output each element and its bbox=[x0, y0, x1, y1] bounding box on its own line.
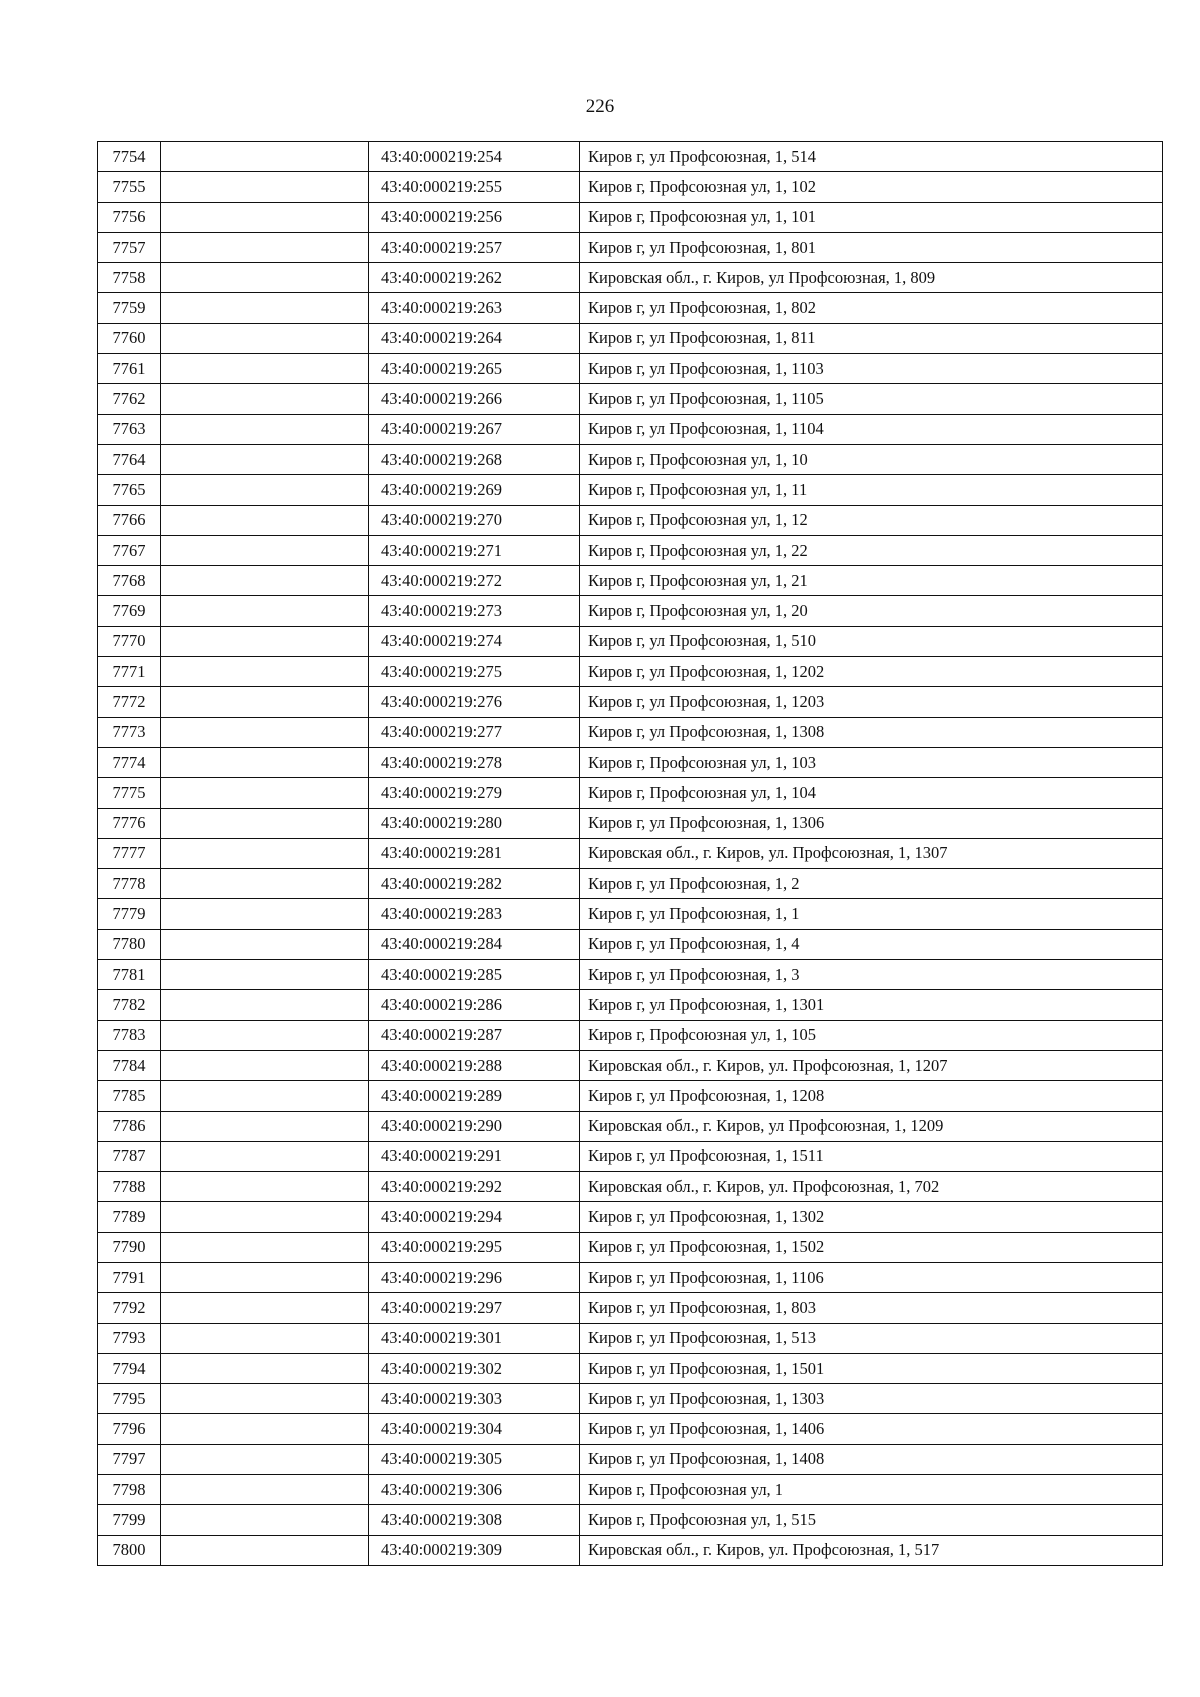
cadastral-number-cell: 43:40:000219:288 bbox=[369, 1050, 580, 1080]
cadastral-number-cell: 43:40:000219:267 bbox=[369, 414, 580, 444]
cadastral-number-cell: 43:40:000219:263 bbox=[369, 293, 580, 323]
address-cell: Киров г, ул Профсоюзная, 1, 1203 bbox=[580, 687, 1163, 717]
cadastral-number-cell: 43:40:000219:309 bbox=[369, 1535, 580, 1565]
object-name-cell bbox=[161, 657, 369, 687]
row-number-cell: 7793 bbox=[98, 1323, 161, 1353]
table-row bbox=[98, 444, 1163, 474]
registry-table-body bbox=[98, 142, 1163, 1566]
cadastral-number-cell: 43:40:000219:264 bbox=[369, 323, 580, 353]
row-number-cell: 7758 bbox=[98, 263, 161, 293]
address-cell: Киров г, Профсоюзная ул, 1, 10 bbox=[580, 444, 1163, 474]
object-name-cell bbox=[161, 202, 369, 232]
object-name-cell bbox=[161, 535, 369, 565]
cadastral-number-cell: 43:40:000219:262 bbox=[369, 263, 580, 293]
object-name-cell bbox=[161, 566, 369, 596]
address-cell: Киров г, ул Профсоюзная, 1, 1301 bbox=[580, 990, 1163, 1020]
cadastral-number-cell: 43:40:000219:308 bbox=[369, 1505, 580, 1535]
object-name-cell bbox=[161, 354, 369, 384]
address-cell: Киров г, Профсоюзная ул, 1, 11 bbox=[580, 475, 1163, 505]
object-name-cell bbox=[161, 1050, 369, 1080]
object-name-cell bbox=[161, 1353, 369, 1383]
row-number-cell: 7757 bbox=[98, 232, 161, 262]
cadastral-number-cell: 43:40:000219:276 bbox=[369, 687, 580, 717]
address-cell: Киров г, ул Профсоюзная, 1, 1302 bbox=[580, 1202, 1163, 1232]
row-number-cell: 7783 bbox=[98, 1020, 161, 1050]
object-name-cell bbox=[161, 172, 369, 202]
cadastral-number-cell: 43:40:000219:280 bbox=[369, 808, 580, 838]
cadastral-number-cell: 43:40:000219:306 bbox=[369, 1475, 580, 1505]
address-cell: Киров г, ул Профсоюзная, 1, 1104 bbox=[580, 414, 1163, 444]
row-number-cell: 7786 bbox=[98, 1111, 161, 1141]
table-row bbox=[98, 657, 1163, 687]
table-row bbox=[98, 626, 1163, 656]
table-row bbox=[98, 354, 1163, 384]
address-cell: Киров г, ул Профсоюзная, 1, 1502 bbox=[580, 1232, 1163, 1262]
cadastral-number-cell: 43:40:000219:283 bbox=[369, 899, 580, 929]
object-name-cell bbox=[161, 1172, 369, 1202]
table-row bbox=[98, 475, 1163, 505]
object-name-cell bbox=[161, 747, 369, 777]
object-name-cell bbox=[161, 1111, 369, 1141]
row-number-cell: 7797 bbox=[98, 1444, 161, 1474]
table-row bbox=[98, 384, 1163, 414]
cadastral-number-cell: 43:40:000219:272 bbox=[369, 566, 580, 596]
row-number-cell: 7779 bbox=[98, 899, 161, 929]
row-number-cell: 7785 bbox=[98, 1081, 161, 1111]
cadastral-number-cell: 43:40:000219:277 bbox=[369, 717, 580, 747]
table-row bbox=[98, 1414, 1163, 1444]
address-cell: Киров г, ул Профсоюзная, 1, 1501 bbox=[580, 1353, 1163, 1383]
table-row bbox=[98, 142, 1163, 172]
object-name-cell bbox=[161, 323, 369, 353]
row-number-cell: 7794 bbox=[98, 1353, 161, 1383]
cadastral-number-cell: 43:40:000219:281 bbox=[369, 838, 580, 868]
address-cell: Киров г, Профсоюзная ул, 1, 20 bbox=[580, 596, 1163, 626]
table-row bbox=[98, 1323, 1163, 1353]
address-cell: Киров г, ул Профсоюзная, 1, 1202 bbox=[580, 657, 1163, 687]
address-cell: Киров г, ул Профсоюзная, 1, 1103 bbox=[580, 354, 1163, 384]
object-name-cell bbox=[161, 1535, 369, 1565]
table-row bbox=[98, 960, 1163, 990]
row-number-cell: 7787 bbox=[98, 1141, 161, 1171]
address-cell: Киров г, Профсоюзная ул, 1, 102 bbox=[580, 172, 1163, 202]
registry-table bbox=[97, 141, 1163, 1566]
cadastral-number-cell: 43:40:000219:278 bbox=[369, 747, 580, 777]
row-number-cell: 7763 bbox=[98, 414, 161, 444]
object-name-cell bbox=[161, 838, 369, 868]
table-row bbox=[98, 263, 1163, 293]
cadastral-number-cell: 43:40:000219:303 bbox=[369, 1384, 580, 1414]
address-cell: Киров г, ул Профсоюзная, 1, 1106 bbox=[580, 1262, 1163, 1292]
cadastral-number-cell: 43:40:000219:257 bbox=[369, 232, 580, 262]
address-cell: Киров г, ул Профсоюзная, 1, 510 bbox=[580, 626, 1163, 656]
object-name-cell bbox=[161, 1505, 369, 1535]
object-name-cell bbox=[161, 475, 369, 505]
object-name-cell bbox=[161, 778, 369, 808]
cadastral-number-cell: 43:40:000219:266 bbox=[369, 384, 580, 414]
row-number-cell: 7790 bbox=[98, 1232, 161, 1262]
row-number-cell: 7755 bbox=[98, 172, 161, 202]
table-row bbox=[98, 1081, 1163, 1111]
cadastral-number-cell: 43:40:000219:292 bbox=[369, 1172, 580, 1202]
address-cell: Кировская обл., г. Киров, ул. Профсоюзная, 1, 1307 bbox=[580, 838, 1163, 868]
table-row bbox=[98, 505, 1163, 535]
table-row bbox=[98, 1232, 1163, 1262]
row-number-cell: 7765 bbox=[98, 475, 161, 505]
object-name-cell bbox=[161, 414, 369, 444]
table-row bbox=[98, 232, 1163, 262]
address-cell: Кировская обл., г. Киров, ул Профсоюзная, 1, 809 bbox=[580, 263, 1163, 293]
table-row bbox=[98, 1202, 1163, 1232]
address-cell: Киров г, Профсоюзная ул, 1, 103 bbox=[580, 747, 1163, 777]
row-number-cell: 7780 bbox=[98, 929, 161, 959]
cadastral-number-cell: 43:40:000219:273 bbox=[369, 596, 580, 626]
row-number-cell: 7772 bbox=[98, 687, 161, 717]
row-number-cell: 7784 bbox=[98, 1050, 161, 1080]
table-row bbox=[98, 717, 1163, 747]
table-row bbox=[98, 1141, 1163, 1171]
table-row bbox=[98, 1444, 1163, 1474]
object-name-cell bbox=[161, 990, 369, 1020]
object-name-cell bbox=[161, 1020, 369, 1050]
address-cell: Киров г, ул Профсоюзная, 1, 513 bbox=[580, 1323, 1163, 1353]
address-cell: Киров г, ул Профсоюзная, 1, 4 bbox=[580, 929, 1163, 959]
address-cell: Киров г, ул Профсоюзная, 1, 3 bbox=[580, 960, 1163, 990]
object-name-cell bbox=[161, 505, 369, 535]
object-name-cell bbox=[161, 1475, 369, 1505]
row-number-cell: 7799 bbox=[98, 1505, 161, 1535]
row-number-cell: 7769 bbox=[98, 596, 161, 626]
object-name-cell bbox=[161, 142, 369, 172]
row-number-cell: 7798 bbox=[98, 1475, 161, 1505]
address-cell: Кировская обл., г. Киров, ул Профсоюзная, 1, 1209 bbox=[580, 1111, 1163, 1141]
table-row bbox=[98, 414, 1163, 444]
object-name-cell bbox=[161, 1232, 369, 1262]
object-name-cell bbox=[161, 960, 369, 990]
object-name-cell bbox=[161, 384, 369, 414]
cadastral-number-cell: 43:40:000219:304 bbox=[369, 1414, 580, 1444]
row-number-cell: 7761 bbox=[98, 354, 161, 384]
table-row bbox=[98, 747, 1163, 777]
address-cell: Кировская обл., г. Киров, ул. Профсоюзная, 1, 1207 bbox=[580, 1050, 1163, 1080]
address-cell: Киров г, ул Профсоюзная, 1, 1511 bbox=[580, 1141, 1163, 1171]
table-row bbox=[98, 869, 1163, 899]
row-number-cell: 7800 bbox=[98, 1535, 161, 1565]
address-cell: Киров г, Профсоюзная ул, 1, 104 bbox=[580, 778, 1163, 808]
row-number-cell: 7774 bbox=[98, 747, 161, 777]
cadastral-number-cell: 43:40:000219:296 bbox=[369, 1262, 580, 1292]
object-name-cell bbox=[161, 232, 369, 262]
object-name-cell bbox=[161, 1202, 369, 1232]
cadastral-number-cell: 43:40:000219:302 bbox=[369, 1353, 580, 1383]
table-row bbox=[98, 778, 1163, 808]
table-row bbox=[98, 1353, 1163, 1383]
table-row bbox=[98, 323, 1163, 353]
table-row bbox=[98, 202, 1163, 232]
row-number-cell: 7782 bbox=[98, 990, 161, 1020]
cadastral-number-cell: 43:40:000219:268 bbox=[369, 444, 580, 474]
table-row bbox=[98, 1505, 1163, 1535]
row-number-cell: 7781 bbox=[98, 960, 161, 990]
cadastral-number-cell: 43:40:000219:287 bbox=[369, 1020, 580, 1050]
object-name-cell bbox=[161, 1414, 369, 1444]
row-number-cell: 7762 bbox=[98, 384, 161, 414]
cadastral-number-cell: 43:40:000219:297 bbox=[369, 1293, 580, 1323]
address-cell: Киров г, ул Профсоюзная, 1, 802 bbox=[580, 293, 1163, 323]
row-number-cell: 7764 bbox=[98, 444, 161, 474]
address-cell: Киров г, ул Профсоюзная, 1, 801 bbox=[580, 232, 1163, 262]
object-name-cell bbox=[161, 444, 369, 474]
address-cell: Киров г, Профсоюзная ул, 1, 22 bbox=[580, 535, 1163, 565]
cadastral-number-cell: 43:40:000219:290 bbox=[369, 1111, 580, 1141]
address-cell: Киров г, Профсоюзная ул, 1, 21 bbox=[580, 566, 1163, 596]
address-cell: Киров г, Профсоюзная ул, 1, 515 bbox=[580, 1505, 1163, 1535]
object-name-cell bbox=[161, 717, 369, 747]
row-number-cell: 7773 bbox=[98, 717, 161, 747]
cadastral-number-cell: 43:40:000219:270 bbox=[369, 505, 580, 535]
table-row bbox=[98, 929, 1163, 959]
address-cell: Киров г, ул Профсоюзная, 1, 1105 bbox=[580, 384, 1163, 414]
row-number-cell: 7754 bbox=[98, 142, 161, 172]
cadastral-number-cell: 43:40:000219:275 bbox=[369, 657, 580, 687]
table-row bbox=[98, 687, 1163, 717]
row-number-cell: 7770 bbox=[98, 626, 161, 656]
object-name-cell bbox=[161, 929, 369, 959]
row-number-cell: 7777 bbox=[98, 838, 161, 868]
table-row bbox=[98, 899, 1163, 929]
object-name-cell bbox=[161, 1384, 369, 1414]
address-cell: Кировская обл., г. Киров, ул. Профсоюзная, 1, 517 bbox=[580, 1535, 1163, 1565]
cadastral-number-cell: 43:40:000219:265 bbox=[369, 354, 580, 384]
cadastral-number-cell: 43:40:000219:294 bbox=[369, 1202, 580, 1232]
address-cell: Киров г, ул Профсоюзная, 1, 1306 bbox=[580, 808, 1163, 838]
row-number-cell: 7760 bbox=[98, 323, 161, 353]
row-number-cell: 7771 bbox=[98, 657, 161, 687]
row-number-cell: 7775 bbox=[98, 778, 161, 808]
cadastral-number-cell: 43:40:000219:282 bbox=[369, 869, 580, 899]
address-cell: Киров г, ул Профсоюзная, 1, 2 bbox=[580, 869, 1163, 899]
row-number-cell: 7756 bbox=[98, 202, 161, 232]
table-row bbox=[98, 1262, 1163, 1292]
address-cell: Киров г, Профсоюзная ул, 1 bbox=[580, 1475, 1163, 1505]
address-cell: Киров г, ул Профсоюзная, 1, 803 bbox=[580, 1293, 1163, 1323]
cadastral-number-cell: 43:40:000219:289 bbox=[369, 1081, 580, 1111]
object-name-cell bbox=[161, 1262, 369, 1292]
address-cell: Киров г, ул Профсоюзная, 1, 1406 bbox=[580, 1414, 1163, 1444]
address-cell: Киров г, ул Профсоюзная, 1, 514 bbox=[580, 142, 1163, 172]
address-cell: Кировская обл., г. Киров, ул. Профсоюзная, 1, 702 bbox=[580, 1172, 1163, 1202]
cadastral-number-cell: 43:40:000219:305 bbox=[369, 1444, 580, 1474]
cadastral-number-cell: 43:40:000219:274 bbox=[369, 626, 580, 656]
cadastral-number-cell: 43:40:000219:301 bbox=[369, 1323, 580, 1353]
row-number-cell: 7795 bbox=[98, 1384, 161, 1414]
object-name-cell bbox=[161, 1323, 369, 1353]
object-name-cell bbox=[161, 1444, 369, 1474]
cadastral-number-cell: 43:40:000219:279 bbox=[369, 778, 580, 808]
table-row bbox=[98, 1111, 1163, 1141]
object-name-cell bbox=[161, 626, 369, 656]
row-number-cell: 7778 bbox=[98, 869, 161, 899]
address-cell: Киров г, Профсоюзная ул, 1, 101 bbox=[580, 202, 1163, 232]
table-row bbox=[98, 535, 1163, 565]
table-row bbox=[98, 1293, 1163, 1323]
cadastral-number-cell: 43:40:000219:256 bbox=[369, 202, 580, 232]
table-row bbox=[98, 596, 1163, 626]
cadastral-number-cell: 43:40:000219:291 bbox=[369, 1141, 580, 1171]
table-row bbox=[98, 1384, 1163, 1414]
cadastral-number-cell: 43:40:000219:271 bbox=[369, 535, 580, 565]
table-row bbox=[98, 293, 1163, 323]
table-row bbox=[98, 1475, 1163, 1505]
table-row bbox=[98, 808, 1163, 838]
object-name-cell bbox=[161, 263, 369, 293]
cadastral-number-cell: 43:40:000219:295 bbox=[369, 1232, 580, 1262]
row-number-cell: 7789 bbox=[98, 1202, 161, 1232]
page-number: 226 bbox=[585, 96, 615, 117]
cadastral-number-cell: 43:40:000219:255 bbox=[369, 172, 580, 202]
row-number-cell: 7759 bbox=[98, 293, 161, 323]
table-row bbox=[98, 1172, 1163, 1202]
address-cell: Киров г, ул Профсоюзная, 1, 1 bbox=[580, 899, 1163, 929]
address-cell: Киров г, ул Профсоюзная, 1, 1308 bbox=[580, 717, 1163, 747]
address-cell: Киров г, ул Профсоюзная, 1, 811 bbox=[580, 323, 1163, 353]
object-name-cell bbox=[161, 596, 369, 626]
object-name-cell bbox=[161, 808, 369, 838]
cadastral-number-cell: 43:40:000219:284 bbox=[369, 929, 580, 959]
address-cell: Киров г, Профсоюзная ул, 1, 12 bbox=[580, 505, 1163, 535]
object-name-cell bbox=[161, 1293, 369, 1323]
row-number-cell: 7796 bbox=[98, 1414, 161, 1444]
cadastral-number-cell: 43:40:000219:269 bbox=[369, 475, 580, 505]
table-row bbox=[98, 1050, 1163, 1080]
object-name-cell bbox=[161, 1141, 369, 1171]
row-number-cell: 7766 bbox=[98, 505, 161, 535]
table-row bbox=[98, 566, 1163, 596]
row-number-cell: 7792 bbox=[98, 1293, 161, 1323]
object-name-cell bbox=[161, 293, 369, 323]
row-number-cell: 7776 bbox=[98, 808, 161, 838]
table-row bbox=[98, 1535, 1163, 1565]
object-name-cell bbox=[161, 869, 369, 899]
object-name-cell bbox=[161, 687, 369, 717]
address-cell: Киров г, ул Профсоюзная, 1, 1303 bbox=[580, 1384, 1163, 1414]
object-name-cell bbox=[161, 899, 369, 929]
address-cell: Киров г, ул Профсоюзная, 1, 1208 bbox=[580, 1081, 1163, 1111]
row-number-cell: 7788 bbox=[98, 1172, 161, 1202]
cadastral-number-cell: 43:40:000219:285 bbox=[369, 960, 580, 990]
table-row bbox=[98, 172, 1163, 202]
address-cell: Киров г, ул Профсоюзная, 1, 1408 bbox=[580, 1444, 1163, 1474]
row-number-cell: 7767 bbox=[98, 535, 161, 565]
object-name-cell bbox=[161, 1081, 369, 1111]
cadastral-number-cell: 43:40:000219:254 bbox=[369, 142, 580, 172]
table-row bbox=[98, 838, 1163, 868]
row-number-cell: 7768 bbox=[98, 566, 161, 596]
cadastral-number-cell: 43:40:000219:286 bbox=[369, 990, 580, 1020]
table-row bbox=[98, 1020, 1163, 1050]
row-number-cell: 7791 bbox=[98, 1262, 161, 1292]
table-row bbox=[98, 990, 1163, 1020]
address-cell: Киров г, Профсоюзная ул, 1, 105 bbox=[580, 1020, 1163, 1050]
